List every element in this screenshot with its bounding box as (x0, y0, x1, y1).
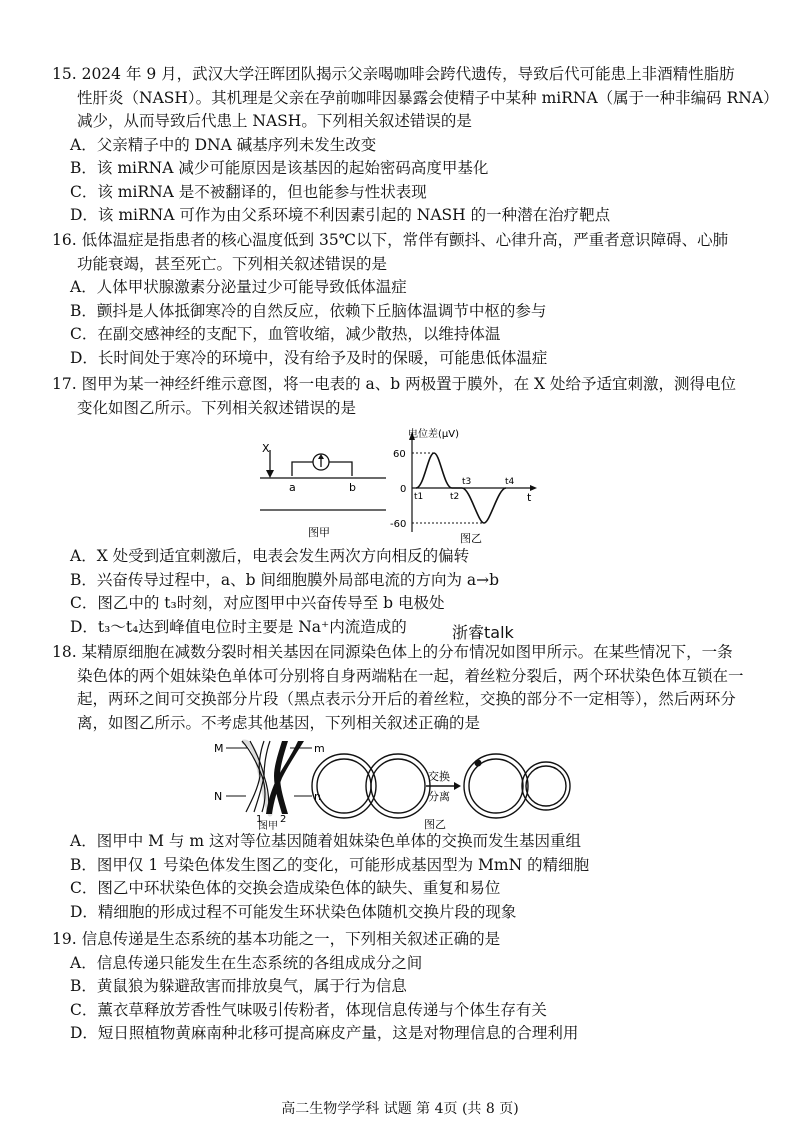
q17-fig-jia-caption: 图甲 (308, 526, 330, 539)
q15-option-a: A．父亲精子中的 DNA 碱基序列未发生改变 (70, 135, 377, 154)
separate-label: 分离 (428, 790, 450, 803)
gene-m-label: m (314, 742, 325, 755)
t3-label: t3 (462, 477, 472, 487)
q18-fig-yi-caption: 图乙 (424, 818, 446, 830)
chromosome-2 (266, 741, 304, 814)
t2-label: t2 (450, 492, 460, 502)
q16-stem-line1: 16. 低体温症是指患者的核心温度低到 35℃以下，常伴有颤抖、心律升高，严重者意识障碍、心肺 (52, 231, 729, 249)
gene-n-label: n (314, 790, 321, 803)
q18-stem-line2: 染色体的两个姐妹染色单体可分别将自身两端粘在一起，着丝粒分裂后，两个环状染色体互锁在一 (77, 666, 744, 685)
centromere-dot (475, 760, 482, 767)
question-15 (52, 63, 779, 228)
watermark-text: 浙睿talk (452, 623, 514, 642)
question-17 (52, 373, 772, 420)
q16-stem-line2: 功能衰竭，甚至死亡。下列相关叙述错误的是 (77, 254, 388, 273)
q17-stem-line1: 17. 图甲为某一神经纤维示意图，将一电表的 a、b 两极置于膜外，在 X 处给予适宜刺激，测得电位 (52, 375, 736, 393)
q17-figure-jia (258, 440, 388, 540)
q15-option-c: C．该 miRNA 是不被翻译的，但也能参与性状表现 (70, 182, 427, 201)
interlocked-rings (312, 754, 430, 818)
q15-option-b: B．该 miRNA 减少可能原因是该基因的起始密码高度甲基化 (70, 159, 489, 177)
q18-stem-line3: 起，两环之间可交换部分片段（黑点表示分开后的着丝粒，交换的部分不一定相等），然后两环分 (77, 690, 736, 708)
q16-option-a: A．人体甲状腺激素分泌量过少可能导致低体温症 (70, 278, 407, 296)
q19-option-d: D．短日照植物黄麻南种北移可提高麻皮产量，这是对物理信息的合理利用 (70, 1024, 579, 1042)
q15-stem-line1: 15. 2024 年 9 月，武汉大学汪晖团队揭示父亲喝咖啡会跨代遗传，导致后代可能患上非酒精性脂肪 (52, 65, 735, 83)
tick-neg60: -60 (390, 519, 407, 530)
t4-label: t4 (505, 477, 515, 487)
question-18 (52, 641, 772, 735)
t1-label: t1 (414, 492, 424, 502)
q18-option-d: D．精细胞的形成过程不可能发生环状染色体随机交换片段的现象 (70, 902, 517, 921)
tick-0: 0 (400, 484, 407, 495)
q16-option-b: B．颤抖是人体抵御寒冷的自然反应，依赖下丘脑体温调节中枢的参与 (70, 301, 547, 320)
chromosome-1 (242, 741, 270, 814)
q17-fig-yi-ylabel: 电位差(μV) (408, 429, 460, 440)
q17-option-d: D．t₃～t₄达到峰值电位时主要是 Na⁺内流造成的 (70, 617, 407, 636)
q18-option-c: C．图乙中环状染色体的交换会造成染色体的缺失、重复和易位 (70, 879, 501, 897)
q17-fig-yi-xlabel: t (527, 491, 532, 504)
q18-options (52, 830, 772, 924)
q19-option-c: C．薰衣草释放芳香性气味吸引传粉者，体现信息传递与个体生存有关 (70, 1000, 547, 1019)
q19-option-a: A．信息传递只能发生在生态系统的各组成成分之间 (70, 953, 423, 972)
page-footer: 高二生物学学科 试题 第 4页 (共 8 页) (281, 1101, 519, 1117)
q16-option-d: D．长时间处于寒冷的环境中，没有给予及时的保暖，可能患低体温症 (70, 348, 548, 367)
q18-stem-line4: 离，如图乙所示。不考虑其他基因，下列相关叙述正确的是 (77, 713, 481, 732)
question-19 (52, 928, 772, 1046)
question-16 (52, 229, 772, 370)
q18-figure-yi (306, 750, 576, 830)
q15-option-d: D．该 miRNA 可作为由父系环境不利因素引起的 NASH 的一种潜在治疗靶点 (70, 206, 611, 224)
q19-option-b: B．黄鼠狼为躲避敌害而排放臭气，属于行为信息 (70, 977, 407, 995)
q17-fig-jia-a-label: a (289, 481, 296, 494)
q16-option-c: C．在副交感神经的支配下，血管收缩，减少散热，以维持体温 (70, 325, 501, 343)
q17-option-a: A．X 处受到适宜刺激后，电表会发生两次方向相反的偏转 (70, 547, 470, 565)
chromosome-2-label: 2 (280, 814, 287, 825)
q17-figure-yi (382, 426, 542, 546)
q15-stem-line3: 减少，从而导致后代患上 NASH。下列相关叙述错误的是 (77, 112, 472, 130)
q17-option-b: B．兴奋传导过程中，a、b 间细胞膜外局部电流的方向为 a→b (70, 570, 500, 589)
q17-options (52, 545, 772, 639)
q19-stem-line1: 19. 信息传递是生态系统的基本功能之一，下列相关叙述正确的是 (52, 930, 501, 948)
gene-N-label: N (214, 790, 223, 803)
q17-fig-jia-x-label: X (262, 442, 270, 455)
q18-option-b: B．图甲仅 1 号染色体发生图乙的变化，可能形成基因型为 MmN 的精细胞 (70, 855, 590, 874)
q18-option-a: A．图甲中 M 与 m 这对等位基因随着姐妹染色单体的交换而发生基因重组 (70, 832, 581, 850)
gene-M-label: M (214, 742, 224, 755)
separated-ring-2 (522, 762, 570, 810)
chromosome-1-label: 1 (256, 814, 263, 825)
q17-fig-jia-b-label: b (349, 481, 356, 494)
exchange-label: 交换 (428, 770, 450, 783)
q17-fig-yi-caption: 图乙 (460, 532, 482, 545)
q15-stem-line2: 性肝炎（NASH）。其机理是父亲在孕前咖啡因暴露会使精子中某种 miRNA（属于一种非编码 RNA） (77, 88, 779, 107)
q18-fig-jia-caption: 图甲 (258, 821, 278, 830)
q17-option-c: C．图乙中的 t₃时刻，对应图甲中兴奋传导至 b 电极处 (70, 594, 445, 612)
q18-stem-line1: 18. 某精原细胞在减数分裂时相关基因在同源染色体上的分布情况如图甲所示。在某些情况下，一条 (52, 643, 733, 661)
q17-stem-line2: 变化如图乙所示。下列相关叙述错误的是 (77, 398, 357, 417)
separated-ring-1 (464, 754, 528, 818)
tick-60: 60 (393, 449, 406, 460)
